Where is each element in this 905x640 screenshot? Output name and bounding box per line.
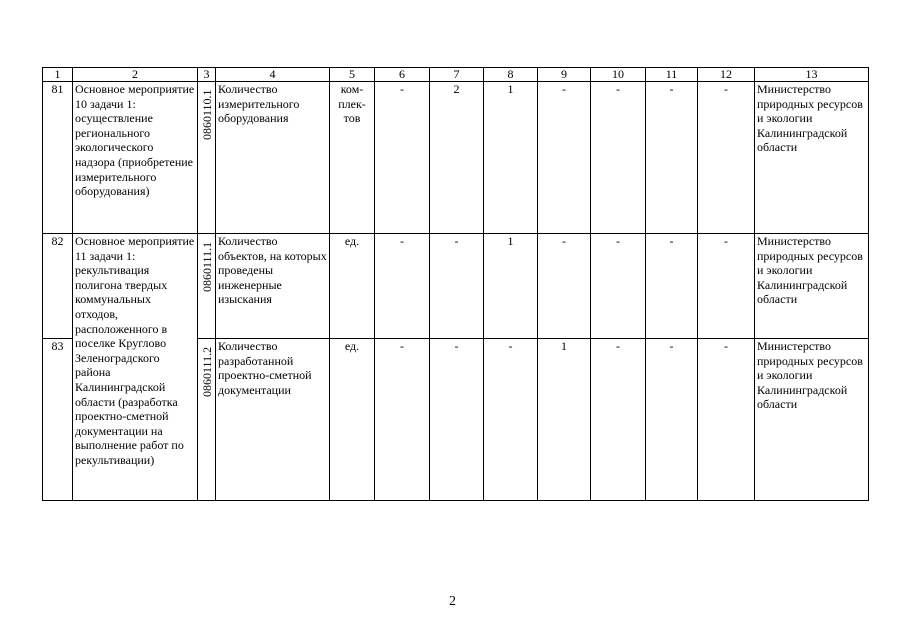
indicator-cell: Количество измерительного оборудования	[216, 82, 330, 234]
value-cell: -	[591, 82, 646, 234]
header-cell: 2	[73, 68, 198, 82]
value-cell: -	[430, 339, 484, 501]
header-cell: 7	[430, 68, 484, 82]
code-text: 0860111.1	[199, 241, 214, 292]
value-cell: -	[375, 234, 430, 339]
indicator-cell: Количество разработанной проектно-сметной документации	[216, 339, 330, 501]
value-cell: -	[646, 82, 698, 234]
table-row	[43, 82, 869, 234]
code-text: 0860111.2	[199, 346, 214, 397]
event-cell: Основное мероприятие 10 задачи 1: осуществление регионального экологического надзора (приобретение измерительного оборудования)	[73, 82, 198, 234]
value-cell: -	[591, 339, 646, 501]
value-cell: -	[591, 234, 646, 339]
value-cell: -	[698, 82, 755, 234]
header-cell: 4	[216, 68, 330, 82]
executor-cell: Министерство природных ресурсов и экологии Калининградской области	[755, 234, 869, 339]
value-cell: -	[538, 82, 591, 234]
value-cell: 1	[538, 339, 591, 501]
header-cell: 12	[698, 68, 755, 82]
value-cell: 2	[430, 82, 484, 234]
value-cell: -	[375, 339, 430, 501]
header-cell: 1	[43, 68, 73, 82]
table-row	[43, 234, 869, 339]
code-cell	[198, 82, 216, 234]
unit-cell: ед.	[330, 234, 375, 339]
header-cell: 5	[330, 68, 375, 82]
unit-cell: ед.	[330, 339, 375, 501]
header-cell: 13	[755, 68, 869, 82]
header-cell: 11	[646, 68, 698, 82]
row-number: 82	[43, 234, 73, 339]
value-cell: -	[484, 339, 538, 501]
indicator-cell: Количество объектов, на которых проведены инженерные изыскания	[216, 234, 330, 339]
value-cell: -	[430, 234, 484, 339]
value-cell: -	[698, 339, 755, 501]
row-number: 83	[43, 339, 73, 501]
value-cell: -	[646, 339, 698, 501]
value-cell: 1	[484, 234, 538, 339]
unit-cell: ком- плек- тов	[330, 82, 375, 234]
header-cell: 6	[375, 68, 430, 82]
value-cell: -	[698, 234, 755, 339]
code-cell	[198, 339, 216, 501]
header-cell: 9	[538, 68, 591, 82]
value-cell: -	[538, 234, 591, 339]
header-cell: 3	[198, 68, 216, 82]
code-cell	[198, 234, 216, 339]
header-cell: 10	[591, 68, 646, 82]
event-cell: Основное мероприятие 11 задачи 1: рекультивация полигона твердых коммунальных отходов, расположенного в поселке Круглово Зеленоградского района Калининградской области (разработка проектно-сметной документации на выполнение работ по рекультивации)	[73, 234, 198, 501]
value-cell: -	[646, 234, 698, 339]
value-cell: 1	[484, 82, 538, 234]
header-row	[43, 68, 869, 82]
page-number: 2	[449, 594, 456, 609]
value-cell: -	[375, 82, 430, 234]
indicators-table	[42, 67, 869, 501]
header-cell: 8	[484, 68, 538, 82]
code-text: 0860110.1	[199, 89, 214, 140]
executor-cell: Министерство природных ресурсов и экологии Калининградской области	[755, 82, 869, 234]
row-number: 81	[43, 82, 73, 234]
executor-cell: Министерство природных ресурсов и экологии Калининградской области	[755, 339, 869, 501]
